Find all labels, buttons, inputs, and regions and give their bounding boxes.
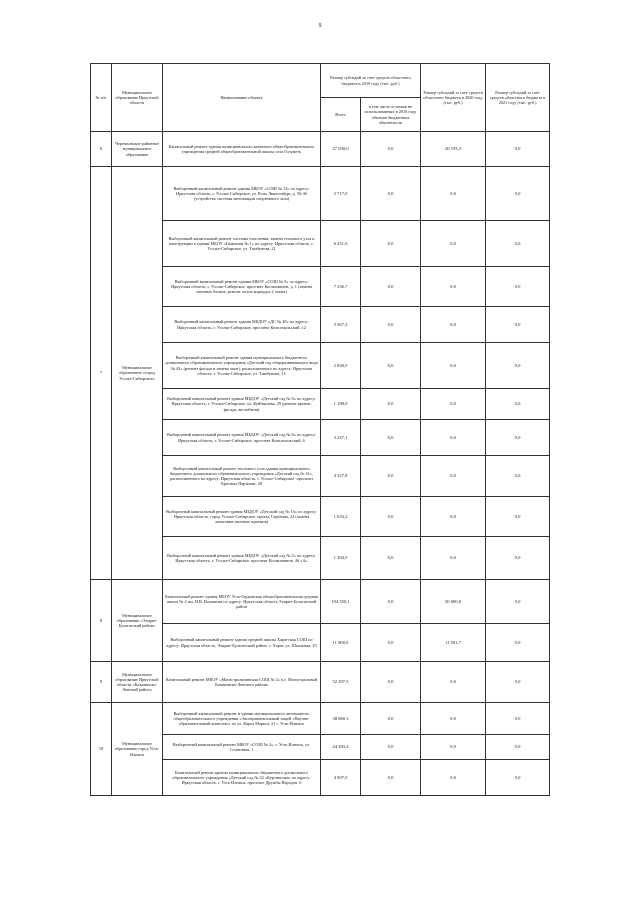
object-name: Капитальный ремонт МКОУ «Магистральнинская СОШ № 2» п.г. Магистральный Казачинско-Ленского района <box>163 662 321 703</box>
value-2020: 0,0 <box>421 735 486 760</box>
value-total-2019: 7 336,7 <box>321 267 361 307</box>
value-2020: 0,0 <box>421 343 486 389</box>
value-2021: 0,0 <box>486 537 550 580</box>
row-number: 10 <box>91 703 112 796</box>
value-residual-2019: 0,0 <box>361 662 421 703</box>
object-name: Выборочный капитальный ремонт в здании муниципального автономного общеобразовательного учреждения «Экспериментальный лицей «Научно-образовательный комплекс» по ул. Карла Маркса, 21 г. Усть-Илимск <box>163 703 321 735</box>
value-total-2019: 1 633,2 <box>321 497 361 537</box>
value-total-2019: 5 367,3 <box>321 307 361 343</box>
value-total-2019: 3 717,0 <box>321 167 361 221</box>
object-name: Капитальный ремонт кровли муниципального бюджетного дошкольного образовательного учреждения «Детский сад № 32 «Курсиночка» по адресу: Иркутская область, г. Усть-Илимск, проспект Дружбы Народов, 6 <box>163 760 321 796</box>
value-residual-2019: 0,0 <box>361 420 421 456</box>
value-2021: 0,0 <box>486 389 550 420</box>
table-header <box>91 64 550 132</box>
value-2020: 11 501,7 <box>421 624 486 662</box>
subsidy-table <box>90 63 550 796</box>
value-residual-2019: 0,0 <box>361 497 421 537</box>
value-2020: 0,0 <box>421 267 486 307</box>
header-subsidy-2020: Размер субсидий за счет средств областного бюджета в 2020 году (тыс. руб.) <box>421 64 486 132</box>
value-residual-2019: 0,0 <box>361 624 421 662</box>
value-total-2019: 52 297,5 <box>321 662 361 703</box>
object-name: Выборочный капитальный ремонт здания МБОУ «СОШ № 13» по адресу: Иркутская область, г. Усолье-Сибирское, ул. Розы Люксембург, д. 56-46 (устройство системы вентиляции спортивного зала) <box>163 167 321 221</box>
value-total-2019: 6 251,6 <box>321 221 361 267</box>
value-2020: 20 193,3 <box>421 132 486 167</box>
value-residual-2019: 0,0 <box>361 580 421 624</box>
value-total-2019: 24 283,4 <box>321 735 361 760</box>
value-2020: 0,0 <box>421 221 486 267</box>
value-2021: 0,0 <box>486 624 550 662</box>
municipality-name: Черемховское районное муниципальное образование <box>112 132 163 167</box>
value-residual-2019: 0,0 <box>361 537 421 580</box>
municipality-name: Муниципальное образование «город Усолье-Сибирское» <box>112 167 163 580</box>
value-2020: 0,0 <box>421 760 486 796</box>
value-2020: 0,0 <box>421 703 486 735</box>
object-name: Выборочный капитальный ремонт здания МБОУ «СОШ № 5» по адресу: Иркутская область, г. Усолье-Сибирское, проспект Космонавтов, д. 1 (замена оконных блоков, ремонт полов коридора 2 этажа) <box>163 267 321 307</box>
table-row <box>91 703 550 735</box>
value-total-2019: 11 900,0 <box>321 624 361 662</box>
object-name: Выборочный капитальный ремонт здания МБДОУ «Детский сад № 5» по адресу: Иркутская область, г. Усолье-Сибирское, проспект Космонавтов, 46 «А» <box>163 537 321 580</box>
object-name: Выборочный капитальный ремонт теплового узла здания муниципального бюджетного дошкольного образовательного учреждения «Детский сад № 41», расположенного по адресу: Иркутская область, г. Усолье-Сибирское, проспект Красных Партизан, 28 <box>163 456 321 497</box>
header-municipality: Муниципальное образование Иркутской области <box>112 64 163 132</box>
table-body <box>91 132 550 796</box>
value-residual-2019: 0,0 <box>361 221 421 267</box>
value-2021: 0,0 <box>486 703 550 735</box>
value-2021: 0,0 <box>486 132 550 167</box>
header-total: Всего <box>321 98 361 132</box>
value-2020: 0,0 <box>421 307 486 343</box>
value-total-2019: 27 030,0 <box>321 132 361 167</box>
header-residual: в том числе остатков не использованных в 2018 году объемов бюджетных обязательств <box>361 98 421 132</box>
table-row <box>91 132 550 167</box>
value-residual-2019: 0,0 <box>361 389 421 420</box>
object-name: Выборочный капитальный ремонт здания МБДОУ «Детский сад № 6» по адресу: Иркутская область, г. Усолье-Сибирское, проспект Комсомольский, 6 <box>163 420 321 456</box>
municipality-name: Муниципальное образование город Усть-Илимск <box>112 703 163 796</box>
value-residual-2019: 0,0 <box>361 760 421 796</box>
value-total-2019: 3 247,1 <box>321 420 361 456</box>
object-name: Выборочный капитальный ремонт здания МБДОУ «Детский сад № 13» по адресу: Иркутская область, город Усолье-Сибирское, проезд Серёгина, 24 (замена запасовки оконных проемов) <box>163 497 321 537</box>
table-row <box>91 662 550 703</box>
value-2020: 0,0 <box>421 389 486 420</box>
value-residual-2019: 0,0 <box>361 167 421 221</box>
value-2021: 0,0 <box>486 267 550 307</box>
municipality-name: Муниципальное образование Иркутской области «Казачинско-Ленский район» <box>112 662 163 703</box>
header-num: № п/п <box>91 64 112 132</box>
value-2021: 0,0 <box>486 307 550 343</box>
object-name: Выборочный капитальный ремонт МБОУ «СОШ № 2», г. Усть-Илимск, ул. Солнечная, 1 <box>163 735 321 760</box>
object-name: Выборочный капитальный ремонт здания МБДОУ «Детский сад № 6» по адресу: Иркутская область, г. Усолье-Сибирское, ул. Куйбышева, 29 (ремонт кровли, фасада, вестибюля) <box>163 389 321 420</box>
value-2021: 0,0 <box>486 497 550 537</box>
value-total-2019: 1 198,0 <box>321 389 361 420</box>
value-2021: 0,0 <box>486 735 550 760</box>
value-2021: 0,0 <box>486 221 550 267</box>
value-2021: 0,0 <box>486 343 550 389</box>
object-name: Выборочный капитальный ремонт здания муниципального бюджетного дошкольного образовательного учреждения «Детский сад общеразвивающего вида № 42» (ремонт фасада и замена окон), расположенного по адресу: Иркутская область, г. Усолье-Сибирское, ул. Тимбунова, 13 <box>163 343 321 389</box>
value-2020: 0,0 <box>421 456 486 497</box>
header-object: Наименование объекта <box>163 64 321 132</box>
value-residual-2019: 0,0 <box>361 456 421 497</box>
value-2020: 0,0 <box>421 662 486 703</box>
object-name: Капитальный ремонт здания МБОУ Усть-Ордынская общеобразовательная средняя школа № 2 им. Н.В. Валашова по адресу: Иркутская область Эхирит-Булагатский район <box>163 580 321 624</box>
value-2021: 0,0 <box>486 167 550 221</box>
header-subsidy-2021: Размер субсидий за счет средств областного бюджета в 2021 году (тыс. руб.) <box>486 64 550 132</box>
value-2020: 0,0 <box>421 167 486 221</box>
header-subsidy-2019: Размер субсидий за счет средств областного бюджета в 2019 году (тыс. руб.) <box>321 64 421 98</box>
value-residual-2019: 0,0 <box>361 307 421 343</box>
value-residual-2019: 0,0 <box>361 267 421 307</box>
value-2020: 0,0 <box>421 537 486 580</box>
value-2020: 0,0 <box>421 420 486 456</box>
row-number: 7 <box>91 167 112 580</box>
value-total-2019: 38 860,3 <box>321 703 361 735</box>
municipality-name: Муниципальное образование «Эхирит-Булагатский район» <box>112 580 163 662</box>
value-total-2019: 104 550,1 <box>321 580 361 624</box>
value-total-2019: 4 097,5 <box>321 760 361 796</box>
value-total-2019: 2 849,5 <box>321 343 361 389</box>
value-2021: 0,0 <box>486 456 550 497</box>
value-2021: 0,0 <box>486 420 550 456</box>
value-2020: 0,0 <box>421 497 486 537</box>
value-2021: 0,0 <box>486 580 550 624</box>
row-number: 9 <box>91 662 112 703</box>
value-residual-2019: 0,0 <box>361 132 421 167</box>
value-2021: 0,0 <box>486 662 550 703</box>
row-number: 8 <box>91 580 112 662</box>
value-residual-2019: 0,0 <box>361 735 421 760</box>
value-total-2019: 1 494,5 <box>321 537 361 580</box>
value-2020: 50 000,0 <box>421 580 486 624</box>
page-number: 9 <box>318 23 322 29</box>
object-name: Капитальный ремонт здания муниципального казенного общеобразовательного учреждения средней общеобразовательной школы села Голуметь <box>163 132 321 167</box>
value-2021: 0,0 <box>486 760 550 796</box>
object-name: Выборочный капитальный ремонт здания средней школы Харатская СОШ по адресу: Иркутская область, Эхирит-Булагатский район, с. Харат, ул. Школьная, 25 <box>163 624 321 662</box>
value-residual-2019: 0,0 <box>361 343 421 389</box>
object-name: Выборочный капитальный ремонт системы отопления, замена теплового узла и конструкции в здании МБОУ «Гимназия № 1» по адресу: Иркутская область, г. Усолье-Сибирское, ул. Тимбунова, 21 <box>163 221 321 267</box>
value-residual-2019: 0,0 <box>361 703 421 735</box>
value-total-2019: 4 327,8 <box>321 456 361 497</box>
table-row <box>91 167 550 221</box>
row-number: 6 <box>91 132 112 167</box>
object-name: Выборочный капитальный ремонт здания МБДОУ «ДС № 20» по адресу: Иркутская область, г. Усолье-Сибирское, проспект Комсомольский, 12 <box>163 307 321 343</box>
table-row <box>91 580 550 624</box>
